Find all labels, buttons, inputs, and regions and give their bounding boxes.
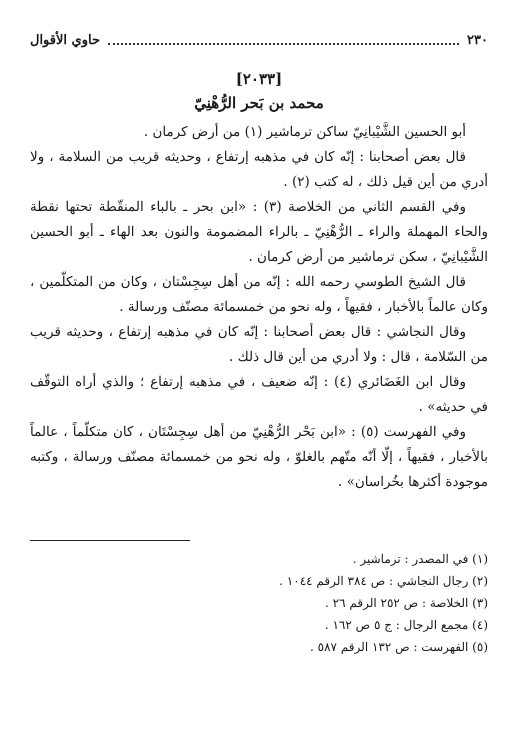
paragraph: وفي القسم الثاني من الخلاصة (٣) : «ابن بحر ـ بالباء المنقّطة تحتها نقطة والحاء المهملة والراء ـ الرُّهْنِيّ ـ بالراء المضمومة والنون بعد الهاء ـ أبو الحسين الشَّيْبانِيّ ، سكن ترماشير من أرض كرمان . xyxy=(30,199,488,265)
footnote: (١) في المصدر : ترماشير . xyxy=(352,552,488,566)
paragraph: قال بعض أصحابنا : إنّه كان في مذهبه إرتفاع ، وحديثه قريب من السلامة ، ولا أدري من أين قيل ذلك ، له كتب (٢) . xyxy=(30,149,488,190)
paragraph: قال الشيخ الطوسي رحمه الله : إنّه من أهل سِجِسْتان ، وكان من المتكلّمين ، وكان عالماً بالأخبار ، فقيهاً ، وله نحو من خمسمائة مصنّف ورسالة . xyxy=(30,274,488,315)
book-title: حاوي الأقوال xyxy=(30,32,100,48)
entry-title: محمد بن بَحر الرُّهْنِيّ xyxy=(194,94,324,112)
footnotes xyxy=(30,548,488,658)
leader-dots xyxy=(108,35,459,45)
paragraph: أبو الحسين الشَّيْبانِيّ ساكن ترماشير (١) من أرض كرمان . xyxy=(143,124,466,140)
paragraph: وقال ابن الغَضَائري (٤) : إنّه ضعيف ، في مذهبه إرتفاع ؛ والذي أراه التوقّف في حديثه» . xyxy=(30,374,488,415)
footnote: (٤) مجمع الرجال : ج ٥ ص ١٦٢ . xyxy=(324,618,488,632)
paragraph: وقال النجاشي : قال بعض أصحابنا : إنّه كان في مذهبه إرتفاع ، وحديثه قريب من السّلامة ، قال : ولا أدري من أين قال ذلك . xyxy=(30,324,488,365)
page-number: ٢٣٠ xyxy=(467,32,488,48)
footnote: (٣) الخلاصة : ص ٢٥٢ الرقم ٢٦ . xyxy=(325,596,488,610)
body-text xyxy=(30,120,488,495)
footnote-separator xyxy=(30,540,190,541)
footnote: (٢) رجال النجاشي : ص ٣٨٤ الرقم ١٠٤٤ . xyxy=(279,574,488,588)
entry-number: [٢٠٣٣] xyxy=(235,70,283,88)
running-head xyxy=(30,30,488,50)
footnote: (٥) الفهرست : ص ١٣٢ الرقم ٥٨٧ . xyxy=(310,640,488,654)
paragraph: وفي الفهرست (٥) : «ابن بَحْر الرُّهْنِيّ من أهل سِجِسْتَان ، كان متكلّماً ، عالماً بالأخبار ، فقيهاً ، إلّا أنّه متّهم بالغلوّ ، وله نحو من خمسمائة مصنّف ورسالة ، وكتبه موجودة أكثرها بخُراسان» . xyxy=(30,424,488,490)
